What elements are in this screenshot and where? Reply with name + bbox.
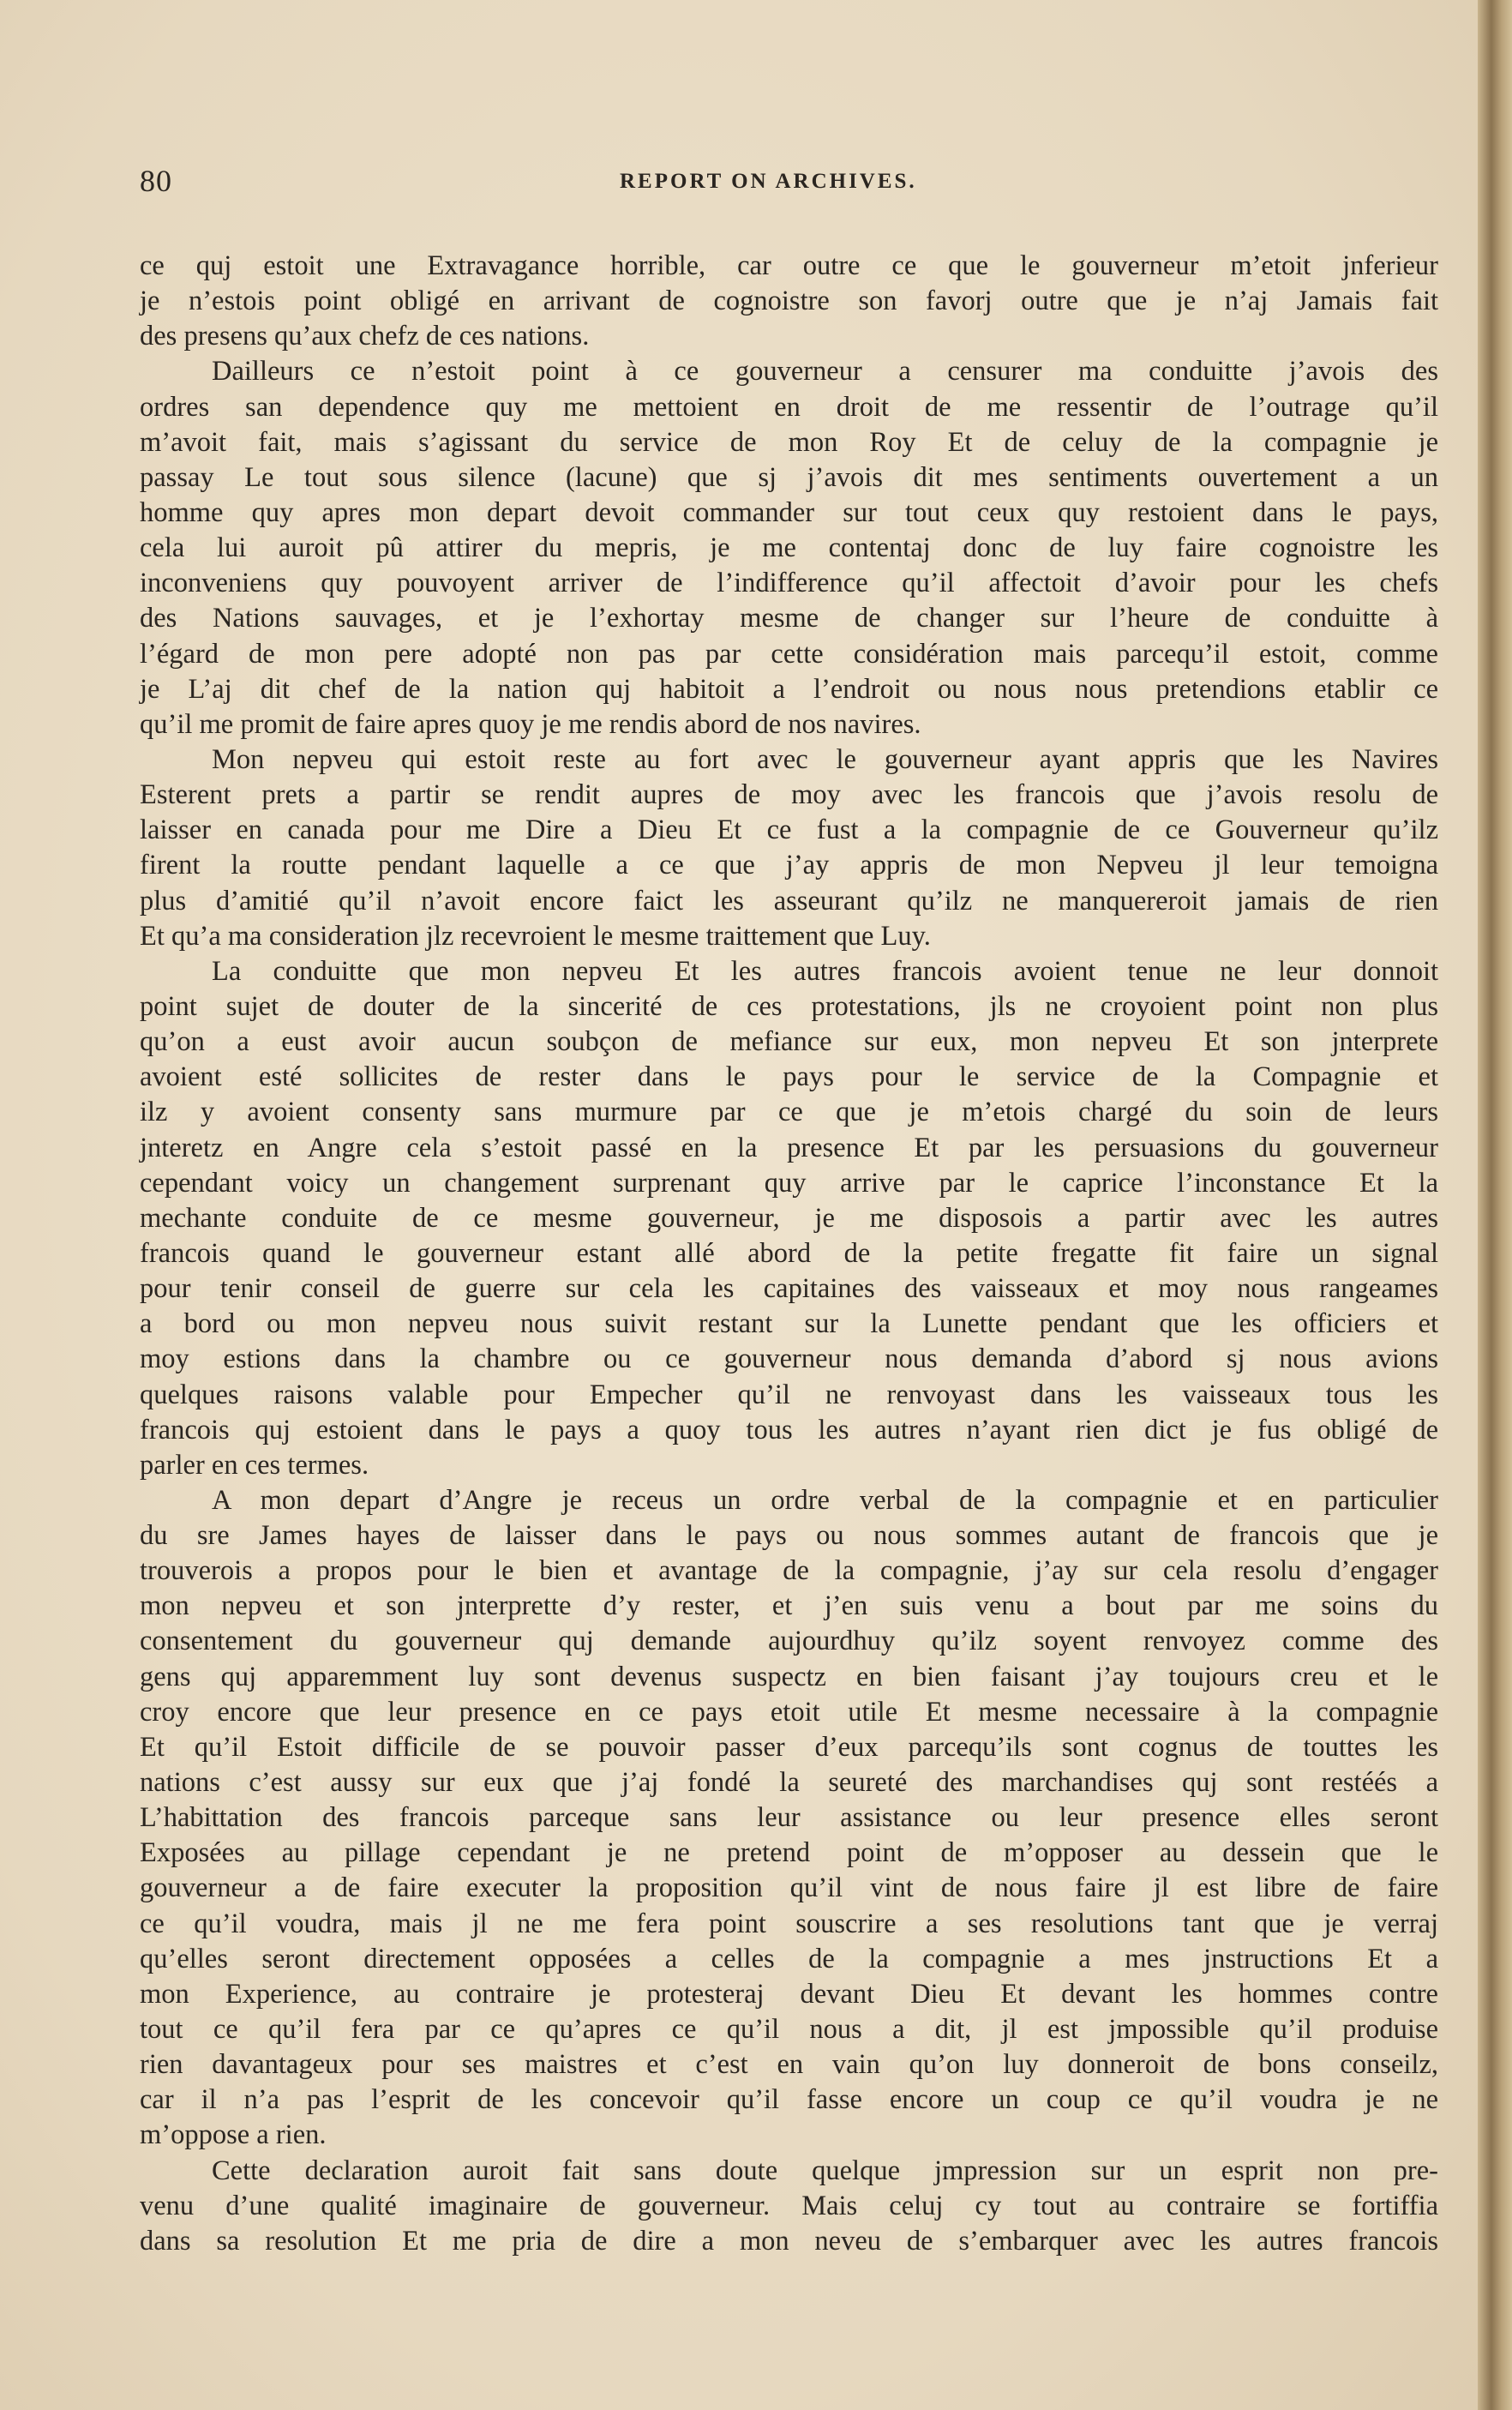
text-line: dans sa resolution Et me pria de dire a mon neveu de s’embarquer avec les autres francois [140, 2225, 1438, 2257]
text-line: gens quj apparemment luy sont devenus suspectz en bien faisant j’ay toujours creu et le [140, 1661, 1438, 1692]
text-line: L’habittation des francois parceque sans leur assistance ou leur presence elles seront [140, 1802, 1438, 1834]
body-text [140, 249, 1438, 2259]
text-line: cela lui auroit pû attirer du mepris, je me contentaj donc de luy faire cognoistre les [140, 532, 1438, 564]
page-binding-edge [1478, 0, 1512, 2410]
text-line: venu d’une qualité imaginaire de gouverneur. Mais celuj cy tout au contraire se fortiffia [140, 2190, 1438, 2221]
text-line: La conduitte que mon nepveu Et les autres francois avoient tenue ne leur donnoit [212, 955, 1438, 987]
text-line: laisser en canada pour me Dire a Dieu Et ce fust a la compagnie de ce Gouverneur qu’ilz [140, 814, 1438, 846]
page-number: 80 [140, 164, 172, 198]
text-line: pour tenir conseil de guerre sur cela les capitaines des vaisseaux et moy nous rangeames [140, 1273, 1438, 1305]
text-line: Dailleurs ce n’estoit point à ce gouverneur a censurer ma conduitte j’avois des [212, 356, 1438, 388]
text-line: qu’il me promit de faire apres quoy je me rendis abord de nos navires. [140, 708, 921, 740]
text-line: ce quj estoit une Extravagance horrible, car outre ce que le gouverneur m’etoit jnferieur [140, 250, 1438, 281]
text-line: je L’aj dit chef de la nation quj habitoit a l’endroit ou nous nous pretendions etablir ce [140, 673, 1438, 705]
text-line: rien davantageux pour ses maistres et c’est en vain qu’on luy donneroit de bons conseilz, [140, 2049, 1438, 2081]
text-line: mon Experience, au contraire je protesteraj devant Dieu Et devant les hommes contre [140, 1978, 1438, 2010]
text-line: des Nations sauvages, et je l’exhortay mesme de changer sur l’heure de conduitte à [140, 603, 1438, 634]
text-line: cependant voicy un changement surprenant quy arrive par le caprice l’inconstance Et la [140, 1167, 1438, 1199]
text-line: nations c’est aussy sur eux que j’aj fondé la seureté des marchandises quj sont restéés a [140, 1767, 1438, 1799]
text-line: inconveniens quy pouvoyent arriver de l’indifference qu’il affectoit d’avoir pour les chefs [140, 568, 1438, 599]
text-line: avoient esté sollicites de rester dans le pays pour le service de la Compagnie et [140, 1061, 1438, 1093]
text-line: plus d’amitié qu’il n’avoit encore faict les asseurant qu’ilz ne manquereroit jamais de rien [140, 885, 1438, 917]
text-line: croy encore que leur presence en ce pays etoit utile Et mesme necessaire à la compagnie [140, 1696, 1438, 1728]
text-line: l’égard de mon pere adopté non pas par cette considération mais parcequ’il estoit, comme [140, 638, 1438, 670]
running-head: REPORT ON ARCHIVES. [620, 170, 917, 193]
text-line: consentement du gouverneur quj demande aujourdhuy qu’ilz soyent renvoyez comme des [140, 1626, 1438, 1657]
text-line: A mon depart d’Angre je receus un ordre verbal de la compagnie et en particulier [212, 1484, 1438, 1516]
text-line: Esterent prets a partir se rendit aupres de moy avec les francois que j’avois resolu de [140, 779, 1438, 811]
text-line: a bord ou mon nepveu nous suivit restant sur la Lunette pendant que les officiers et [140, 1308, 1438, 1340]
text-line: ce qu’il voudra, mais jl ne me fera point souscrire a ses resolutions tant que je verraj [140, 1908, 1438, 1939]
text-line: parler en ces termes. [140, 1449, 369, 1481]
text-line: m’oppose a rien. [140, 2119, 327, 2151]
text-line: francois quj estoient dans le pays a quoy tous les autres n’ayant rien dict je fus obligé de [140, 1414, 1438, 1445]
text-line: qu’on a eust avoir aucun soubçon de mefiance sur eux, mon nepveu Et son jnterprete [140, 1026, 1438, 1058]
text-line: moy estions dans la chambre ou ce gouverneur nous demanda d’abord sj nous avions [140, 1343, 1438, 1375]
text-line: quelques raisons valable pour Empecher qu’il ne renvoyast dans les vaisseaux tous les [140, 1379, 1438, 1410]
text-line: Et qu’il Estoit difficile de se pouvoir passer d’eux parcequ’ils sont cognus de touttes les [140, 1731, 1438, 1763]
text-line: Mon nepveu qui estoit reste au fort avec le gouverneur ayant appris que les Navires [212, 743, 1438, 775]
text-line: passay Le tout sous silence (lacune) que sj j’avois dit mes sentiments ouvertement a un [140, 461, 1438, 493]
text-line: mechante conduite de ce mesme gouverneur, je me disposois a partir avec les autres [140, 1202, 1438, 1234]
text-line: ordres san dependence quy me mettoient en droit de me ressentir de l’outrage qu’il [140, 391, 1438, 423]
text-line: jnteretz en Angre cela s’estoit passé en la presence Et par les persuasions du gouverneur [140, 1132, 1438, 1163]
text-line: du sre James hayes de laisser dans le pays ou nous sommes autant de francois que je [140, 1520, 1438, 1552]
text-line: mon nepveu et son jnterprette d’y rester, et j’en suis venu a bout par me soins du [140, 1590, 1438, 1622]
page-header [140, 163, 1443, 206]
text-line: Cette declaration auroit fait sans doute quelque jmpression sur un esprit non pre- [212, 2155, 1438, 2186]
text-line: Et qu’a ma consideration jlz recevroient le mesme traittement que Luy. [140, 920, 931, 952]
text-line: m’avoit fait, mais s’agissant du service de mon Roy Et de celuy de la compagnie je [140, 426, 1438, 458]
text-line: des presens qu’aux chefz de ces nations. [140, 321, 590, 352]
text-line: car il n’a pas l’esprit de les concevoir qu’il fasse encore un coup ce qu’il voudra je ne [140, 2084, 1438, 2116]
text-line: Exposées au pillage cependant je ne pretend point de m’opposer au dessein que le [140, 1837, 1438, 1869]
text-line: firent la routte pendant laquelle a ce que j’ay appris de mon Nepveu jl leur temoigna [140, 850, 1438, 881]
text-line: je n’estois point obligé en arrivant de cognoistre son favorj outre que je n’aj Jamais fait [140, 285, 1438, 317]
text-line: gouverneur a de faire executer la proposition qu’il vint de nous faire jl est libre de faire [140, 1872, 1438, 1904]
text-line: homme quy apres mon depart devoit commander sur tout ceux quy restoient dans le pays, [140, 496, 1438, 528]
text-line: point sujet de douter de la sincerité de ces protestations, jls ne croyoient point non plus [140, 990, 1438, 1022]
text-line: qu’elles seront directement opposées a celles de la compagnie a mes jnstructions Et a [140, 1943, 1438, 1974]
text-line: ilz y avoient consenty sans murmure par ce que je m’etois chargé du soin de leurs [140, 1097, 1438, 1128]
text-line: trouverois a propos pour le bien et avantage de la compagnie, j’ay sur cela resolu d’engager [140, 1555, 1438, 1587]
text-line: francois quand le gouverneur estant allé abord de la petite fregatte fit faire un signal [140, 1237, 1438, 1269]
text-line: tout ce qu’il fera par ce qu’apres ce qu’il nous a dit, jl est jmpossible qu’il produise [140, 2014, 1438, 2046]
